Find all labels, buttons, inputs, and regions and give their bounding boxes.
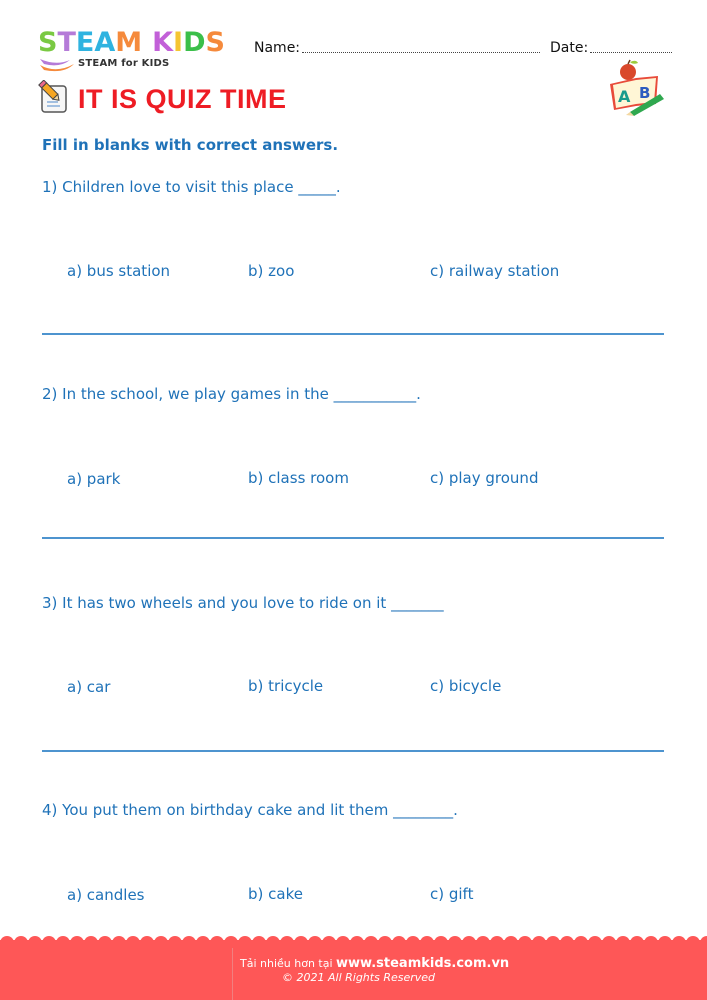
footer-download-line (240, 952, 509, 971)
instructions: Fill in blanks with correct answers. (42, 136, 339, 154)
name-field[interactable] (302, 52, 540, 53)
logo-letter: K (152, 27, 174, 58)
logo-letter: D (183, 27, 206, 58)
q4-option-a[interactable]: a) candles (67, 886, 145, 904)
logo-letter: S (205, 27, 225, 58)
smile-swoosh-icon (38, 56, 78, 74)
svg-text:A: A (618, 87, 631, 106)
logo-letter: I (173, 27, 184, 58)
logo-letter: A (94, 27, 116, 58)
footer-copyright: © 2021 All Rights Reserved (282, 971, 436, 984)
q3-option-c[interactable]: c) bicycle (430, 677, 502, 695)
q1-option-a[interactable]: a) bus station (67, 262, 171, 280)
q2-option-c[interactable]: c) play ground (430, 469, 539, 487)
question-2: 2) In the school, we play games in the ___________. (42, 385, 421, 403)
page-title: IT IS QUIZ TIME (78, 84, 287, 114)
question-4: 4) You put them on birthday cake and lit them ________. (42, 801, 458, 819)
footer-separator (232, 948, 233, 1000)
divider (42, 333, 664, 335)
abc-book-icon (606, 58, 668, 116)
q1-option-b[interactable]: b) zoo (248, 262, 295, 280)
logo-letter: E (75, 27, 95, 58)
q1-option-c[interactable]: c) railway station (430, 262, 560, 280)
pencil-paper-icon (36, 80, 70, 114)
logo-tagline: STEAM for KIDS (78, 58, 170, 69)
logo-wordmark (38, 28, 225, 58)
q3-option-b[interactable]: b) tricycle (248, 677, 324, 695)
footer-download-prefix: Tải nhiều hơn tại (240, 957, 337, 970)
question-1: 1) Children love to visit this place _____. (42, 178, 341, 196)
q4-option-c[interactable]: c) gift (430, 885, 474, 903)
date-field[interactable] (590, 52, 672, 53)
divider (42, 750, 664, 752)
q4-option-b[interactable]: b) cake (248, 885, 303, 903)
date-label: Date: (550, 40, 589, 56)
q3-option-a[interactable]: a) car (67, 678, 111, 696)
q2-option-a[interactable]: a) park (67, 470, 121, 488)
footer-url-link[interactable]: www.steamkids.com.vn (336, 956, 510, 971)
logo-letter: S (38, 27, 58, 58)
divider (42, 537, 664, 539)
logo-letter: T (57, 27, 76, 58)
question-3: 3) It has two wheels and you love to ride on it _______ (42, 594, 444, 612)
name-label: Name: (254, 40, 301, 56)
steam-kids-logo (38, 28, 238, 78)
q2-option-b[interactable]: b) class room (248, 469, 349, 487)
logo-letter: M (115, 27, 143, 58)
svg-text:B: B (639, 84, 651, 102)
name-date-row (254, 38, 674, 58)
